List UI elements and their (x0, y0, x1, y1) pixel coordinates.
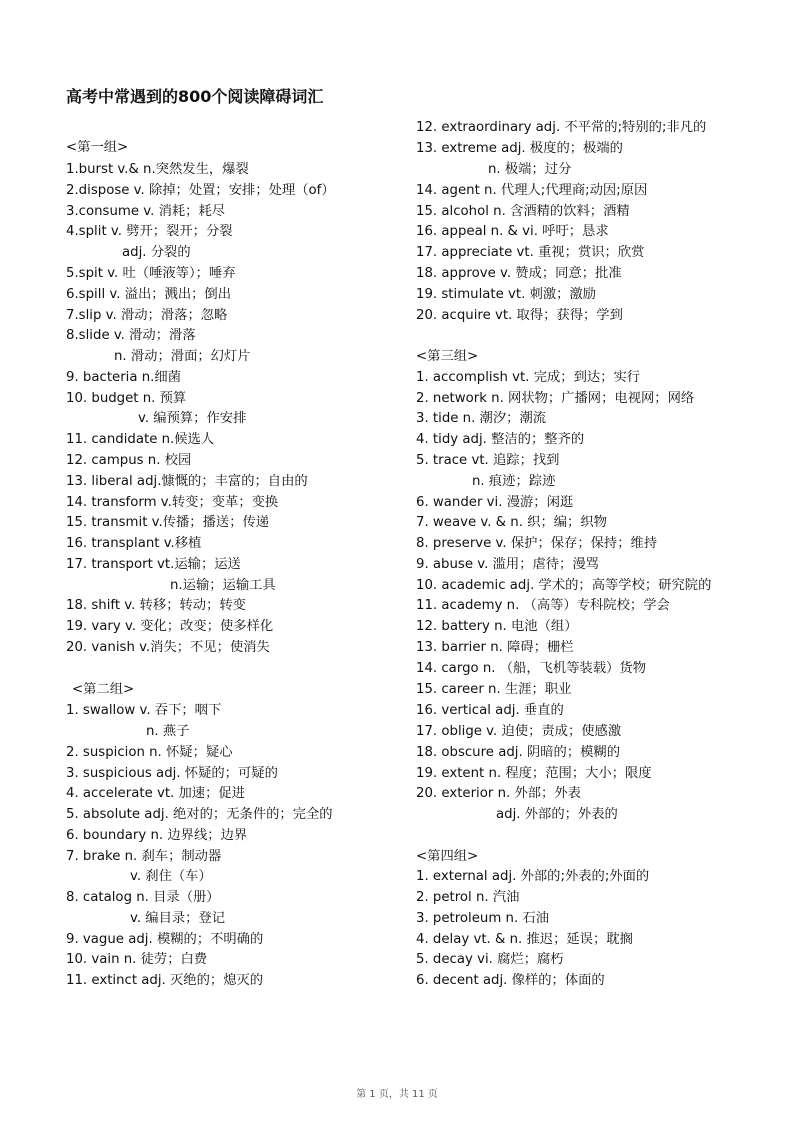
vocab-entry: 5. trace vt. 追踪；找到 (416, 453, 560, 468)
vocab-entry: 1.burst v.& n.突然发生，爆裂 (66, 162, 249, 177)
vocab-entry: 19. extent n. 程度；范围；大小；限度 (416, 766, 652, 781)
vocab-entry: 18. approve v. 赞成；同意；批准 (416, 266, 622, 281)
vocab-entry: 1. external adj. 外部的;外表的;外面的 (416, 869, 650, 884)
vocab-entry: 20. acquire vt. 取得；获得；学到 (416, 308, 623, 323)
vocab-entry: 5. absolute adj. 绝对的；无条件的；完全的 (66, 807, 333, 822)
vocab-entry: 13. barrier n. 障碍；栅栏 (416, 640, 574, 655)
vocab-continuation: n. 痕迹；踪迹 (472, 474, 556, 489)
vocab-entry: 8. preserve v. 保护；保存；保持；维持 (416, 536, 658, 551)
vocab-continuation: v. 编预算；作安排 (138, 411, 247, 426)
vocab-entry: 6. boundary n. 边界线；边界 (66, 828, 248, 843)
vocab-entry: 13. extreme adj. 极度的；极端的 (416, 141, 623, 156)
vocab-continuation: n. 滑动；滑面；幻灯片 (114, 349, 251, 364)
vocab-entry: 13. liberal adj.慷慨的；丰富的；自由的 (66, 474, 308, 489)
vocab-entry: 9. bacteria n.细菌 (66, 370, 181, 385)
vocab-continuation: v. 编目录；登记 (130, 911, 226, 926)
vocab-entry: 6.spill v. 溢出；溅出；倒出 (66, 287, 232, 302)
vocab-entry: 2. petrol n. 汽油 (416, 890, 520, 905)
vocab-entry: 15. alcohol n. 含酒精的饮料；酒精 (416, 204, 630, 219)
vocab-entry: 7.slip v. 滑动；滑落；忽略 (66, 308, 228, 323)
vocab-entry: 16. appeal n. & vi. 呼吁；恳求 (416, 224, 609, 239)
page-footer: 第 1 页，共 11 页 (356, 1089, 438, 1100)
vocab-entry: 4. delay vt. & n. 推迟；延误；耽搁 (416, 932, 633, 947)
vocab-entry: 10. academic adj. 学术的；高等学校；研究院的 (416, 578, 712, 593)
vocab-entry: 12. battery n. 电池（组） (416, 619, 578, 634)
vocab-entry: 9. abuse v. 滥用；虐待；漫骂 (416, 557, 599, 572)
vocab-entry: 4. accelerate vt. 加速；促进 (66, 786, 245, 801)
vocab-entry: 11. academy n. （高等）专科院校；学会 (416, 598, 670, 613)
vocab-entry: 9. vague adj. 模糊的；不明确的 (66, 932, 264, 947)
vocab-entry: 7. brake n. 刹车；制动器 (66, 849, 222, 864)
vocab-entry: 16. vertical adj. 垂直的 (416, 703, 564, 718)
vocab-entry: 20. exterior n. 外部；外表 (416, 786, 581, 801)
vocab-entry: 18. obscure adj. 阴暗的；模糊的 (416, 745, 621, 760)
vocab-entry: 4.split v. 劈开；裂开；分裂 (66, 224, 233, 239)
vocab-entry: 1. swallow v. 吞下；咽下 (66, 703, 222, 718)
vocab-entry: 2. suspicion n. 怀疑；疑心 (66, 745, 233, 760)
vocab-entry: 14. transform v.转变；变革；变换 (66, 495, 279, 510)
vocab-entry: 3. petroleum n. 石油 (416, 911, 550, 926)
vocab-entry: 12. extraordinary adj. 不平常的;特别的;非凡的 (416, 120, 707, 135)
vocab-continuation: v. 刹住（车） (130, 869, 212, 884)
vocab-entry: 16. transplant v.移植 (66, 536, 202, 551)
vocab-entry: 3. suspicious adj. 怀疑的；可疑的 (66, 766, 278, 781)
vocab-entry: 18. shift v. 转移；转动；转变 (66, 598, 246, 613)
vocab-entry: 11. extinct adj. 灭绝的；熄灭的 (66, 973, 264, 988)
vocab-entry: 12. campus n. 校园 (66, 453, 192, 468)
group-heading-4: <第四组> (416, 849, 479, 864)
vocab-entry: 15. career n. 生涯；职业 (416, 682, 572, 697)
vocab-entry: 6. wander vi. 漫游；闲逛 (416, 495, 574, 510)
vocab-continuation: n.运输；运输工具 (170, 578, 276, 593)
group-heading-1: <第一组> (66, 140, 129, 155)
vocab-entry: 8. catalog n. 目录（册） (66, 890, 220, 905)
vocab-entry: 19. stimulate vt. 刺激；激励 (416, 287, 597, 302)
vocab-entry: 1. accomplish vt. 完成；到达；实行 (416, 370, 641, 385)
vocab-entry: 11. candidate n.候选人 (66, 432, 215, 447)
vocab-entry: 17. transport vt.运输；运送 (66, 557, 241, 572)
vocab-continuation: n. 极端；过分 (488, 162, 572, 177)
vocab-entry: 10. vain n. 徒劳；白费 (66, 952, 208, 967)
vocab-entry: 3.consume v. 消耗；耗尽 (66, 204, 226, 219)
vocab-entry: 17. appreciate vt. 重视；赏识；欣赏 (416, 245, 645, 260)
vocab-entry: 4. tidy adj. 整洁的；整齐的 (416, 432, 585, 447)
vocab-entry: 15. transmit v.传播；播送；传递 (66, 515, 270, 530)
vocab-entry: 8.slide v. 滑动；滑落 (66, 328, 196, 343)
vocab-entry: 5.spit v. 吐（唾液等）；唾弃 (66, 266, 236, 281)
vocab-entry: 2.dispose v. 除掉；处置；安排；处理（of） (66, 183, 335, 198)
vocab-entry: 14. cargo n. （船，飞机等装载）货物 (416, 661, 647, 676)
vocab-continuation: adj. 分裂的 (122, 245, 191, 260)
vocab-entry: 20. vanish v.消失；不见；使消失 (66, 640, 270, 655)
vocab-entry: 19. vary v. 变化；改变；使多样化 (66, 619, 274, 634)
vocab-entry: 10. budget n. 预算 (66, 391, 187, 406)
vocab-entry: 17. oblige v. 迫使；责成；使感激 (416, 724, 622, 739)
vocab-continuation: adj. 外部的；外表的 (496, 807, 618, 822)
group-heading-3: <第三组> (416, 349, 479, 364)
group-heading-2: <第二组> (72, 682, 135, 697)
page-title: 高考中常遇到的800个阅读障碍词汇 (66, 87, 324, 106)
vocab-entry: 5. decay vi. 腐烂；腐朽 (416, 952, 564, 967)
vocab-entry: 3. tide n. 潮汐；潮流 (416, 411, 547, 426)
vocab-continuation: n. 燕子 (146, 724, 190, 739)
vocab-entry: 2. network n. 网状物；广播网；电视网；网络 (416, 391, 695, 406)
vocab-entry: 14. agent n. 代理人;代理商;动因;原因 (416, 183, 648, 198)
vocab-entry: 6. decent adj. 像样的；体面的 (416, 973, 605, 988)
vocab-entry: 7. weave v. & n. 织；编；织物 (416, 515, 607, 530)
